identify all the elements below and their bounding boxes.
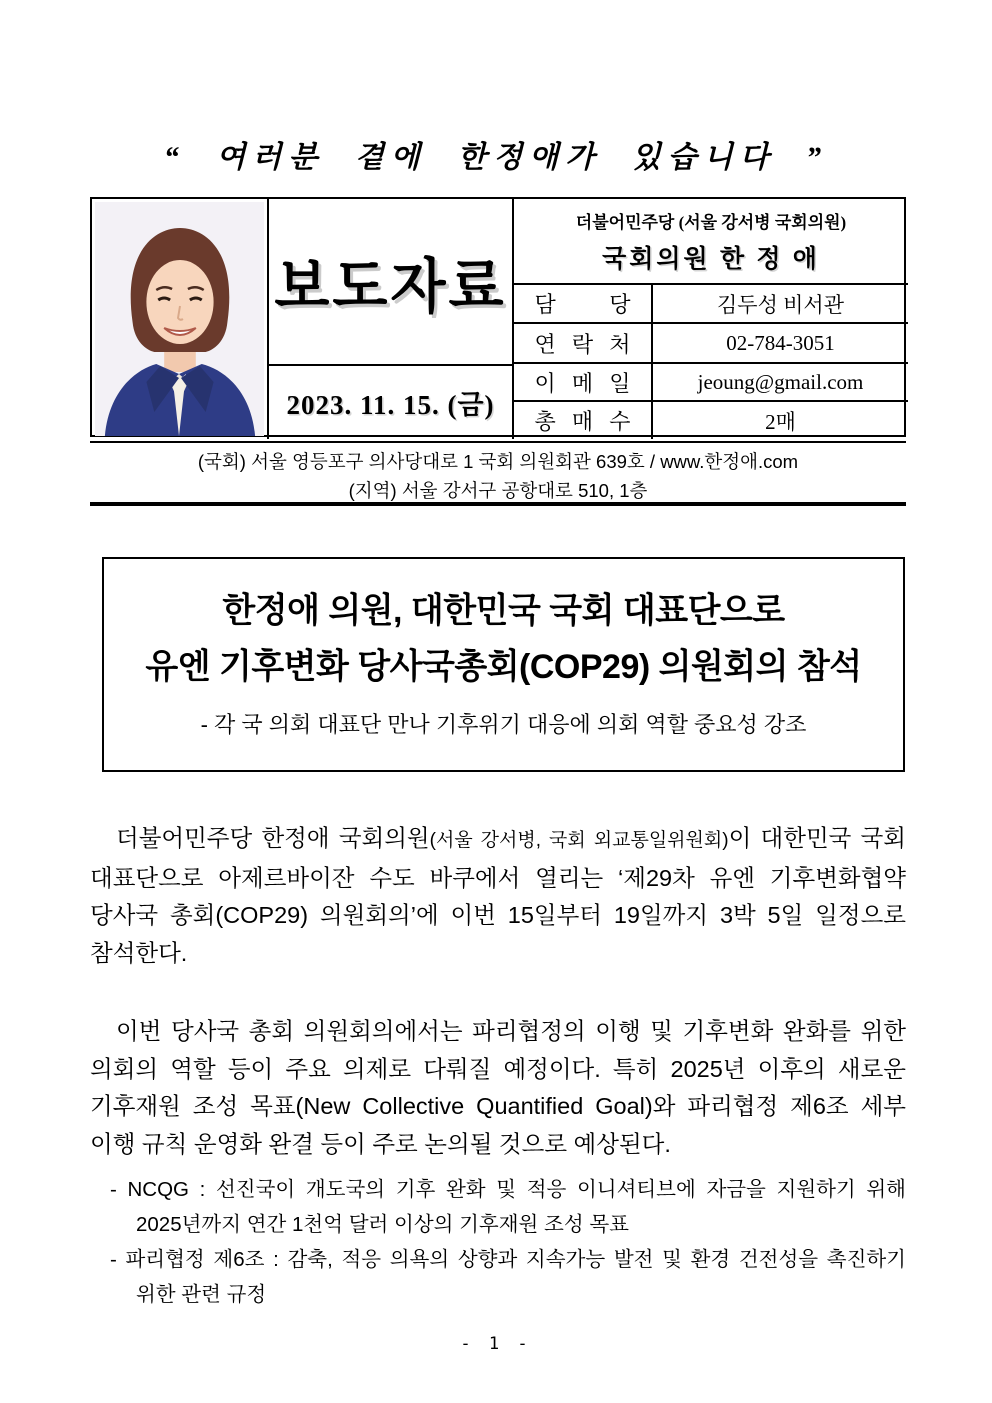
- slogan-quote: “ 여러분 곁에 한정애가 있습니다 ”: [163, 141, 829, 174]
- headline-line-2: 유엔 기후변화 당사국총회(COP29) 의원회의 참석: [145, 647, 862, 687]
- contact-value-phone: 02-784-3051: [653, 324, 908, 364]
- contact-label-phone: 연 락 처: [514, 324, 653, 364]
- address-assembly: (국회) 서울 영등포구 의사당대로 1 국회 의원회관 639호 / www.한정애.com: [197, 451, 799, 472]
- member-photo: [92, 199, 269, 439]
- portrait-photo-icon: [95, 202, 264, 436]
- double-rule: [90, 502, 906, 506]
- headline-line-1: 한정애 의원, 대한민국 국회 대표단으로: [222, 591, 785, 631]
- headline-subtitle: - 각 국 의회 대표단 만나 기후위기 대응에 의회 역할 중요성 강조: [200, 712, 807, 737]
- release-date: 2023. 11. 15. (금): [269, 364, 514, 439]
- page-number: - 1 -: [460, 1334, 532, 1354]
- table-underline-rule: [90, 441, 906, 443]
- contact-value-email: jeoung@gmail.com: [653, 364, 908, 402]
- member-info-cell: [514, 199, 908, 285]
- address-district: (지역) 서울 강서구 공항대로 510, 1층: [348, 480, 648, 501]
- paragraph-1-lead: 더불어민주당 한정애 국회의원: [116, 825, 430, 851]
- contact-label-email: 이 메 일: [514, 364, 653, 402]
- contact-label-pages: 총 매 수: [514, 402, 653, 439]
- article-body: [90, 820, 906, 1312]
- note-list: [90, 1172, 906, 1312]
- paragraph-1: [90, 820, 906, 972]
- paragraph-2: 이번 당사국 총회 의원회의에서는 파리협정의 이행 및 기후변화 완화를 위한 의회의 역할 등이 주요 의제로 다뤄질 예정이다. 특히 2025년 이후의 새로운 기후재원 조성 목표(New Collective Quantified Goal)와 파리협정 제6조 세부 이행 규칙 운영화 완결 등이 주로 논의될 것으로 예상된다.: [90, 1018, 906, 1157]
- paragraph-1-parenthetical: (서울 강서병, 국회 외교통일위원회): [429, 830, 729, 851]
- headline-box: [102, 557, 905, 772]
- contact-label-damdang: 담 당: [514, 285, 653, 324]
- note-item-article6: - 파리협정 제6조 : 감축, 적응 의욕의 상향과 지속가능 발전 및 환경 건전성을 촉진하기 위한 관련 규정: [110, 1248, 906, 1306]
- contact-value-damdang: 김두성 비서관: [653, 285, 908, 324]
- note-item-ncqg: - NCQG : 선진국이 개도국의 기후 완화 및 적응 이니셔티브에 자금을 지원하기 위해 2025년까지 연간 1천억 달러 이상의 기후재원 조성 목표: [110, 1178, 906, 1236]
- member-name: 국회의원 한 정 애: [602, 245, 820, 273]
- party-line: 더불어민주당 (서울 강서병 국회의원): [575, 212, 847, 232]
- header-table: [90, 197, 906, 437]
- press-release-title-cell: [269, 199, 514, 364]
- press-release-label: 보도자료: [274, 253, 507, 321]
- contact-value-pages: 2매: [765, 409, 796, 434]
- address-block: [90, 447, 906, 505]
- paragraph-1-rest: 이 대한민국 국회 대표단으로 아제르바이잔 수도 바쿠에서 열리는 ‘제29차 유엔 기후변화협약 당사국 총회(COP29) 의원회의’에 이번 15일부터 19일까지 3박 5일 일정으로 참석한다.: [90, 825, 907, 966]
